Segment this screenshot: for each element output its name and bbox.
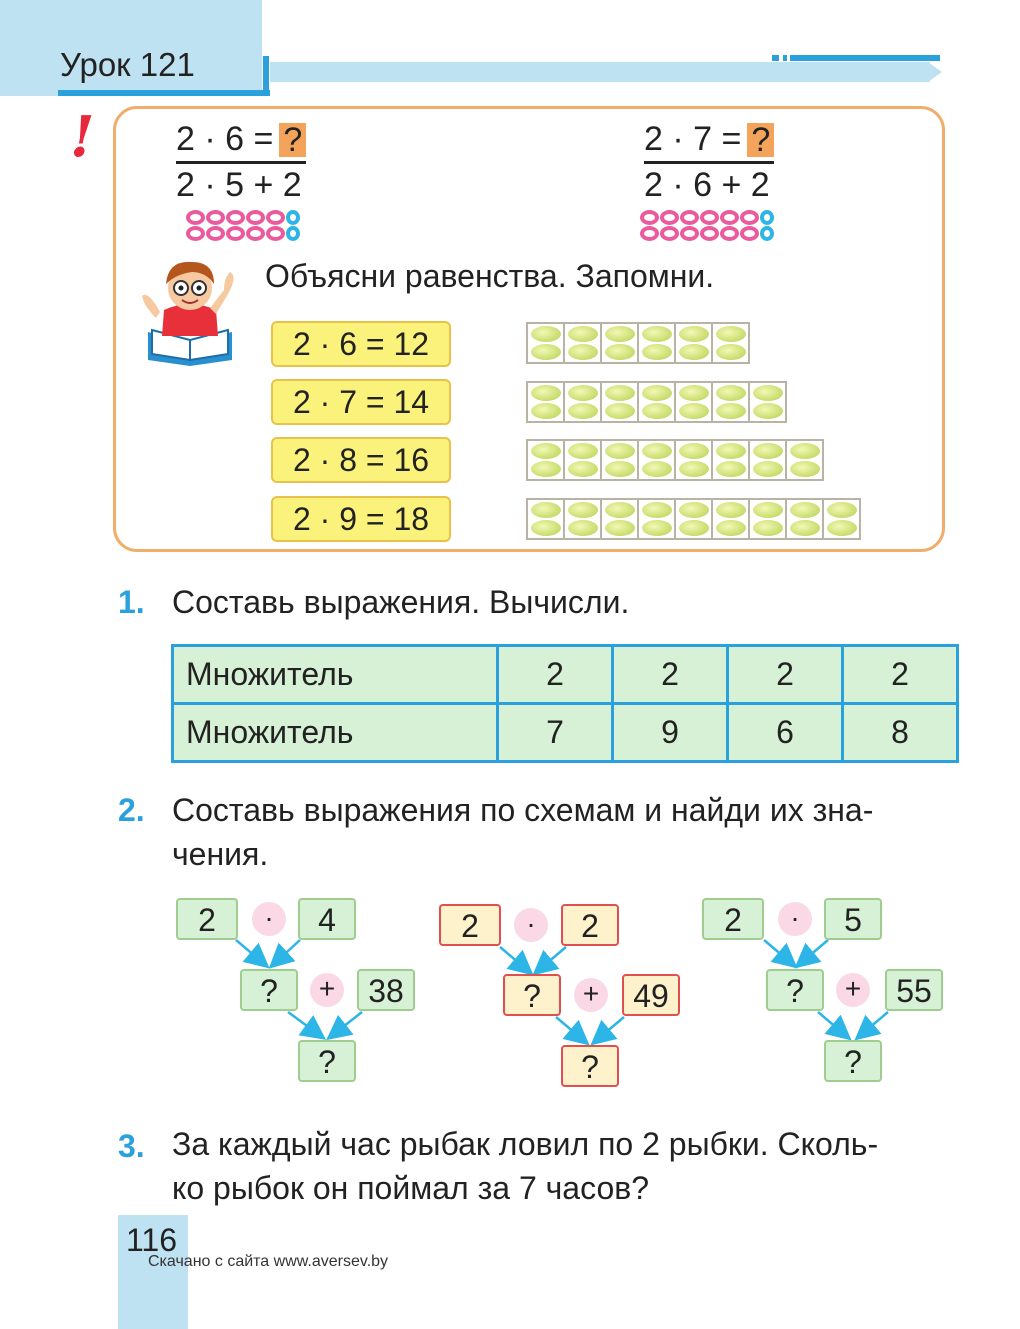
operator-circle: · — [514, 908, 548, 942]
table-cell: 6 — [728, 704, 843, 762]
attention-icon: ! — [70, 104, 95, 170]
scheme-box: 49 — [622, 974, 680, 1016]
task-text: Составь выражения. Вычисли. — [172, 584, 630, 620]
row-label: Множитель — [173, 704, 498, 762]
scheme-box: 55 — [885, 969, 943, 1011]
download-note: Скачано с сайта www.aversev.by — [148, 1253, 389, 1270]
table-cell: 9 — [613, 704, 728, 762]
task-text-line: чения. — [172, 836, 269, 872]
scheme-box: ? — [503, 974, 561, 1016]
scheme-result-box: ? — [561, 1045, 619, 1087]
equality-box: 2 · 7 = 14 — [271, 379, 451, 425]
scheme-box: 5 — [824, 898, 882, 940]
operator-circle: + — [836, 973, 870, 1007]
scheme-result-box: ? — [298, 1040, 356, 1082]
equality-box: 2 · 9 = 18 — [271, 496, 451, 542]
question-box: ? — [747, 123, 774, 157]
lesson-title: Урок 121 — [60, 46, 195, 83]
fraction-denominator: 2 · 6 + 2 — [644, 166, 770, 204]
operator-circle: + — [310, 973, 344, 1007]
fraction-numerator: 2 · 7 = — [644, 120, 742, 158]
scheme-box: ? — [766, 969, 824, 1011]
question-box: ? — [279, 123, 306, 157]
table-cell: 7 — [498, 704, 613, 762]
operator-circle: · — [778, 902, 812, 936]
task-text-line: Составь выражения по схемам и найди их зна- — [172, 792, 874, 828]
rule-instruction: Объясни равенства. Запомни. — [265, 258, 715, 294]
scheme-box: 2 — [702, 898, 764, 940]
task-number: 1. — [118, 584, 145, 620]
operator-circle: · — [252, 902, 286, 936]
equality-box: 2 · 6 = 12 — [271, 321, 451, 367]
scheme-result-box: ? — [824, 1040, 882, 1082]
table-cell: 2 — [498, 646, 613, 704]
scheme-box: 2 — [439, 904, 501, 946]
page-number: 116 — [126, 1222, 178, 1258]
task-text-line: За каждый час рыбак ловил по 2 рыбки. Сколь- — [172, 1126, 879, 1162]
scheme-box: ? — [240, 969, 298, 1011]
table-cell: 2 — [613, 646, 728, 704]
row-label: Множитель — [173, 646, 498, 704]
task-number: 2. — [118, 792, 145, 828]
scheme-box: 4 — [298, 898, 356, 940]
scheme-box: 38 — [357, 969, 415, 1011]
fraction-numerator: 2 · 6 = — [176, 120, 274, 158]
operator-circle: + — [574, 978, 608, 1012]
task-text-line: ко рыбок он поймал за 7 часов? — [172, 1170, 650, 1206]
task-text — [172, 1122, 878, 1210]
task-number: 3. — [118, 1128, 145, 1164]
fraction-denominator: 2 · 5 + 2 — [176, 166, 302, 204]
scheme-box: 2 — [176, 898, 238, 940]
equality-box: 2 · 8 = 16 — [271, 437, 451, 483]
table-cell: 2 — [843, 646, 958, 704]
table-cell: 2 — [728, 646, 843, 704]
table-cell: 8 — [843, 704, 958, 762]
scheme-box: 2 — [561, 904, 619, 946]
